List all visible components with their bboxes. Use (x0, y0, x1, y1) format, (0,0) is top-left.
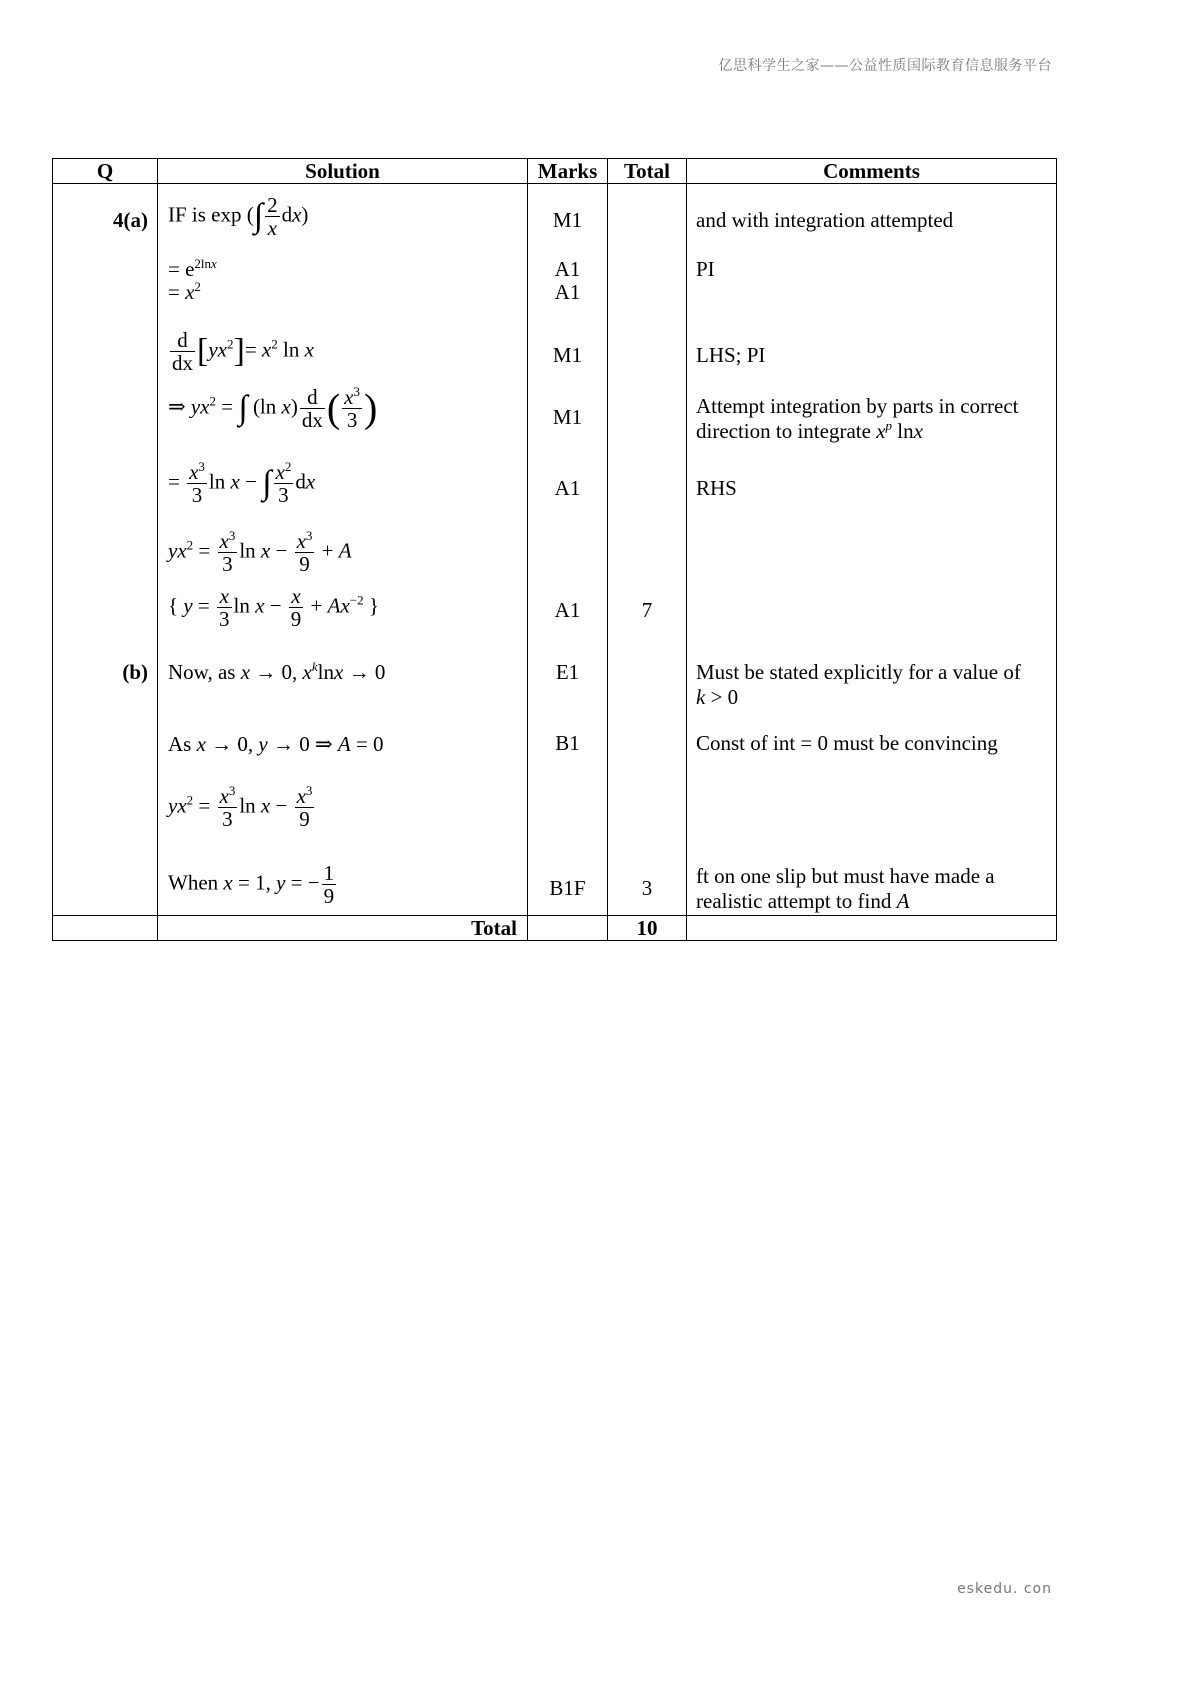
mark-value: A1 (554, 598, 581, 622)
mark-value: M1 (552, 343, 583, 367)
solution-step-particular: $yx^2$ = $\frac{x^3}{3}$ ln x − $\frac{x^3}{9}$ (168, 783, 313, 832)
solution-step-x-squared: = $x^2$ (168, 279, 201, 304)
table-border-right (1056, 158, 1057, 941)
grand-total-value: 10 (636, 916, 658, 940)
page-footer-text: eskedu. con (957, 1581, 1052, 1597)
mark-value: A1 (554, 280, 581, 304)
header-marks: Marks (537, 159, 598, 183)
comment-text: ft on one slip but must have made a realistic attempt to find A (696, 864, 995, 913)
comment-text: and with integration attempted (696, 208, 954, 232)
total-row-label: Total (471, 916, 517, 940)
mark-value: E1 (555, 660, 580, 684)
comment-text: RHS (696, 476, 737, 500)
solution-step-exponential: = $e^{2lnx}$ (168, 256, 217, 281)
header-comments: Comments (823, 159, 920, 183)
comment-text: Const of int = 0 must be convincing (696, 731, 998, 755)
solution-step-integration-by-parts: ⇒ $yx^2$ = ∫ (ln x) $\frac{d}{dx}$ ( $\frac{x^3}{3}$ ) (168, 384, 378, 433)
question-label-b: (b) (122, 660, 148, 684)
page-header-text: 亿思科学生之家——公益性质国际教育信息服务平台 (718, 58, 1052, 74)
solution-step-limit: Now, as x → 0, $x^k\ln x \to 0$ (168, 659, 386, 684)
solution-step-lhs: $\frac{d}{dx}$ $[yx^2]= x^2$ ln x (172, 328, 314, 376)
solution-step-evaluate: When x = 1, y = − $\frac{1}{9}$ (168, 861, 335, 909)
mark-value: B1 (555, 731, 580, 755)
solution-step-general: $yx^2$ = $\frac{x^3}{3}$ ln x − $\frac{x^3}{9}$ + A (168, 528, 352, 577)
mark-value: A1 (554, 257, 581, 281)
mark-value: A1 (554, 476, 581, 500)
comment-text: Attempt integration by parts in correct direction to integrate $x^p$ lnx (696, 394, 1019, 443)
mark-value: M1 (552, 405, 583, 429)
comment-text: Must be stated explicitly for a value of k > 0 (696, 660, 1021, 709)
mark-value: B1F (549, 876, 586, 900)
column-divider (686, 158, 687, 941)
total-value: 3 (641, 876, 653, 900)
comment-text: PI (696, 257, 715, 281)
total-value: 7 (641, 598, 653, 622)
question-label-4a: 4(a) (113, 208, 148, 232)
header-total: Total (624, 159, 670, 183)
solution-step-explicit: { y = $\frac{x}{3}$ ln x − $\frac{x}{9}$ + $Ax^{-2}$ } (168, 584, 379, 632)
header-solution: Solution (305, 159, 380, 183)
solution-step-constant: As x → 0, y → 0 ⇒ A = 0 (168, 732, 384, 756)
mark-value: M1 (552, 208, 583, 232)
comment-text: LHS; PI (696, 343, 766, 367)
column-divider (607, 158, 608, 941)
table-border-left (52, 158, 53, 941)
header-q: Q (96, 159, 114, 183)
column-divider (157, 158, 158, 941)
solution-step-integrating-factor: IF is exp (∫ $\frac{2}{x}$ dx) (168, 193, 309, 241)
solution-step-rhs: = $\frac{x^3}{3}$ ln x − ∫ $\frac{x^2}{3}$ dx (168, 459, 316, 508)
